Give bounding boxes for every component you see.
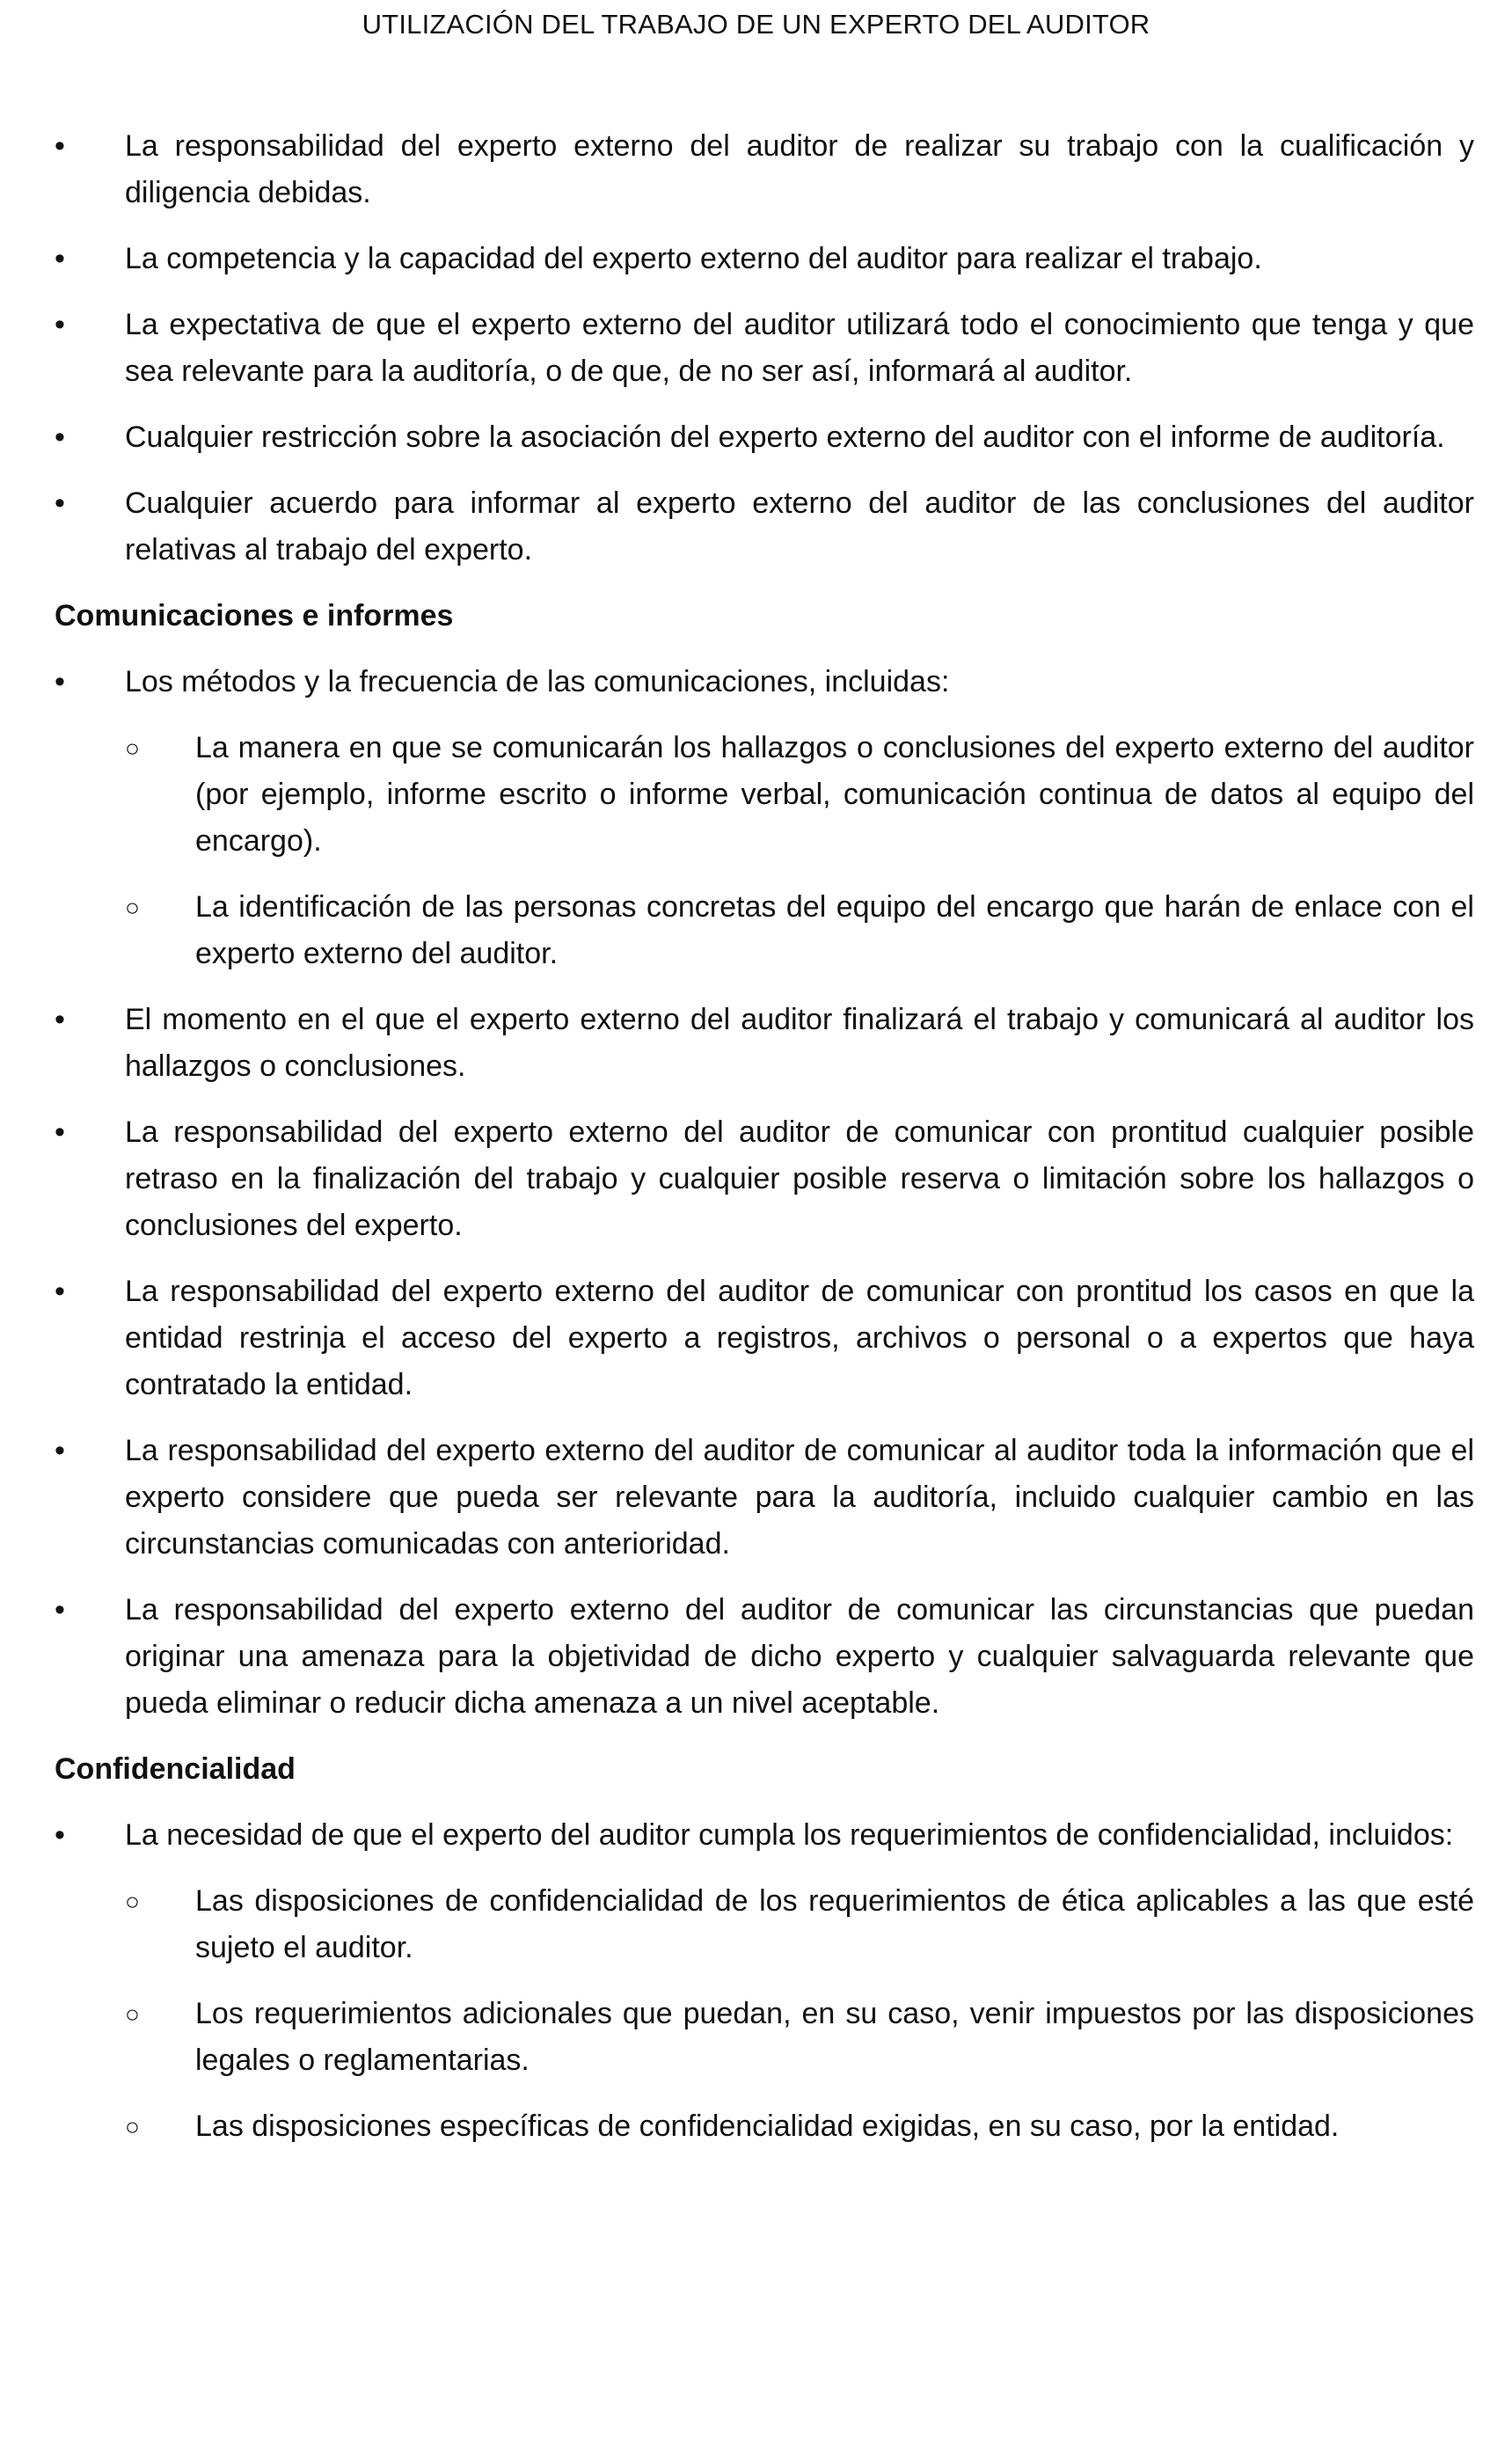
bullet-text: La responsabilidad del experto externo del auditor de comunicar con prontitud los casos en que la entidad restrinja el acceso del experto a registros, archivos o personal o a expertos que haya contratado la entidad. (125, 1275, 1474, 1401)
bullet-item (55, 659, 1474, 706)
bullet-marker: • (55, 129, 65, 163)
document-body (55, 123, 1474, 2169)
bullet-item (55, 1269, 1474, 1408)
bullet-item (55, 1587, 1474, 1727)
bullet-text: Cualquier restricción sobre la asociación del experto externo del auditor con el informe de auditoría. (125, 420, 1445, 454)
bullet-text: La responsabilidad del experto externo del auditor de comunicar con prontitud cualquier posible retraso en la finalización del trabajo y cualquier posible reserva o limitación sobre los hallazgos o conclusiones del experto. (125, 1115, 1474, 1242)
sub-bullet-text: La identificación de las personas concretas del equipo del encargo que harán de enlace con el experto externo del auditor. (195, 890, 1474, 970)
bullet-text: La competencia y la capacidad del experto externo del auditor para realizar el trabajo. (125, 242, 1262, 275)
sub-bullet-text: Las disposiciones de confidencialidad de los requerimientos de ética aplicables a las que esté sujeto el auditor. (195, 1884, 1474, 1964)
bullet-text: El momento en el que el experto externo del auditor finalizará el trabajo y comunicará al auditor los hallazgos o conclusiones. (125, 1003, 1474, 1083)
bullet-item (55, 997, 1474, 1090)
bullet-item (55, 480, 1474, 574)
bullet-marker: • (55, 1818, 65, 1852)
bullet-marker: • (55, 308, 65, 341)
bullet-marker: • (55, 486, 65, 520)
bullet-marker: • (55, 242, 65, 275)
sub-bullet-text: Los requerimientos adicionales que puedan, en su caso, venir impuestos por las disposiciones legales o reglamentarias. (195, 1997, 1474, 2077)
bullet-item (55, 123, 1474, 216)
bullet-item (55, 1109, 1474, 1249)
bullet-marker: • (55, 1275, 65, 1308)
bullet-item (55, 236, 1474, 282)
sub-bullet-item (55, 1878, 1474, 1971)
bullet-item (55, 1812, 1474, 1859)
sub-bullet-marker: ○ (125, 735, 140, 762)
sub-bullet-marker: ○ (125, 894, 140, 921)
running-header: UTILIZACIÓN DEL TRABAJO DE UN EXPERTO DEL AUDITOR (362, 9, 1150, 40)
bullet-marker: • (55, 420, 65, 454)
bullet-text: La responsabilidad del experto externo del auditor de realizar su trabajo con la cualificación y diligencia debidas. (125, 129, 1474, 209)
sub-bullet-text: La manera en que se comunicarán los hallazgos o conclusiones del experto externo del auditor (por ejemplo, informe escrito o informe verbal, comunicación continua de datos al equipo del encargo). (195, 731, 1474, 858)
bullet-text: La expectativa de que el experto externo del auditor utilizará todo el conocimiento que tenga y que sea relevante para la auditoría, o de que, de no ser así, informará al auditor. (125, 308, 1474, 388)
bullet-item (55, 302, 1474, 395)
bullet-marker: • (55, 1115, 65, 1149)
bullet-marker: • (55, 1003, 65, 1036)
bullet-marker: • (55, 1434, 65, 1467)
bullet-text: La responsabilidad del experto externo del auditor de comunicar al auditor toda la información que el experto considere que pueda ser relevante para la auditoría, incluido cualquier cambio en las circunstancias comunicadas con anterioridad. (125, 1434, 1474, 1561)
bullet-item (55, 1428, 1474, 1568)
bullet-item (55, 414, 1474, 461)
sub-bullet-item (55, 725, 1474, 865)
sub-bullet-marker: ○ (125, 2113, 140, 2140)
section-heading: Confidencialidad (55, 1752, 296, 1786)
bullet-text: La necesidad de que el experto del auditor cumpla los requerimientos de confidencialidad, incluidos: (125, 1818, 1454, 1852)
bullet-text: La responsabilidad del experto externo del auditor de comunicar las circunstancias que puedan originar una amenaza para la objetividad de dicho experto y cualquier salvaguarda relevante que pueda eliminar o reducir dicha amenaza a un nivel aceptable. (125, 1593, 1474, 1720)
sub-bullet-item (55, 884, 1474, 977)
sub-bullet-text: Las disposiciones específicas de confidencialidad exigidas, en su caso, por la entidad. (195, 2109, 1340, 2143)
bullet-marker: • (55, 1593, 65, 1627)
bullet-text: Cualquier acuerdo para informar al experto externo del auditor de las conclusiones del auditor relativas al trabajo del experto. (125, 486, 1474, 567)
sub-bullet-item (55, 2103, 1474, 2150)
bullet-marker: • (55, 665, 65, 698)
section-heading: Comunicaciones e informes (55, 599, 454, 632)
sub-bullet-marker: ○ (125, 1888, 140, 1915)
bullet-text: Los métodos y la frecuencia de las comunicaciones, incluidas: (125, 665, 950, 698)
sub-bullet-item (55, 1991, 1474, 2084)
sub-bullet-marker: ○ (125, 2000, 140, 2028)
